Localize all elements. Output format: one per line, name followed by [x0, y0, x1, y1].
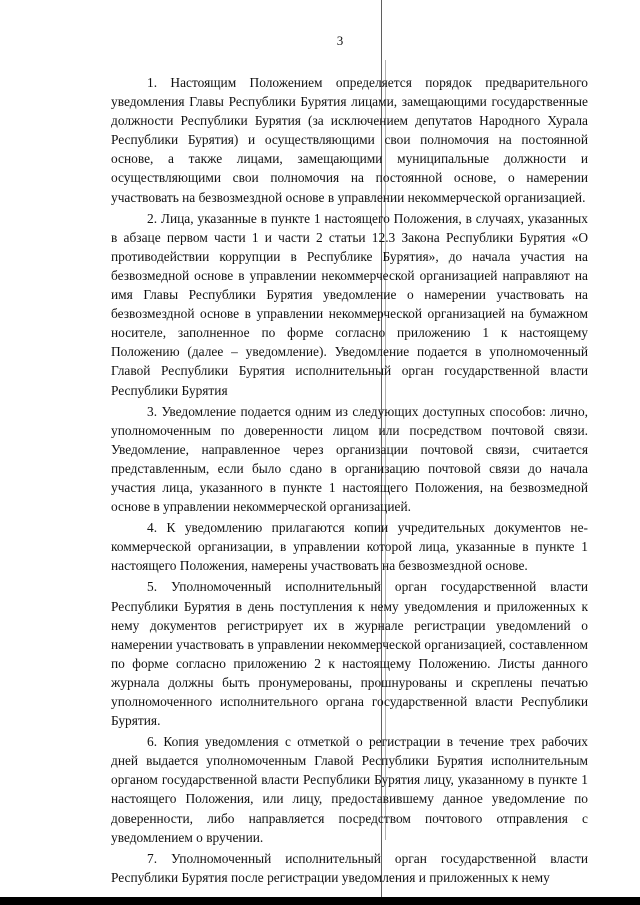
paragraph-3: 3. Уведомление подается одним из следующих доступных способов: лично, уполномоченным по доверенности лицом или посредством почтовой связи. Уведомление, направленное через организации почтовой связи, считается представленным, если было сдано в организацию почтовой связи до начала участия лица, указанного в пункте 1 настоящего Положения, на безвозмедной основе в управлении некоммерческой организацией. — [111, 403, 588, 515]
paragraph-2: 2. Лица, указанные в пункте 1 настоящего Положения, в случаях, указанных в абзаце первом части 1 и части 2 статьи 12.3 Закона Республики Бурятия «О противодействии коррупции в Республике Бурятия», до начала участия на безвозмедной основе в управлении некоммерческой организацией направляют на имя Главы Республики Бурятия уведомление о намерении участвовать на безвозмездной основе в управлении некоммерческой организацией на бумажном носителе, заполненное по форме согласно приложению 1 к настоящему Положению (далее – уведомление). Уведомление подается в уполномоченный Главой Республики Бурятия исполнительный орган государственной власти Республики Бурятия — [111, 210, 588, 398]
document-body — [111, 73, 588, 889]
paragraph-4: 4. К уведомлению прилагаются копии учредительных документов некоммерческой организации, в управлении которой лица, указанные в пункте 1 настоящего Положения, намерены участвовать на безвозмездной основе. — [111, 520, 588, 574]
paragraph-6: 6. Копия уведомления с отметкой о регистрации в течение трех рабочих дней выдается уполномоченным Главой Республики Бурятия исполнительным органом государственной власти Республики Бурятия лицу, указанному в пункте 1 настоящего Положения, или лицу, предоставившему данное уведомление по доверенности, либо направляется посредством почтового отправления с уведомлением о вручении. — [111, 734, 588, 845]
paragraph-1: 1. Настоящим Положением определяется порядок предварительного уведомления Главы Республики Бурятия лицами, замещающими государственные должности Республики Бурятия (за исключением депутатов Народного Хурала Республики Бурятия) и осуществляющими свои полномочия на постоянной основе, а также лицами, замещающими муниципальные должности и осуществляющими свои полномочия на постоянной основе, о намерении участвовать на безвозмездной основе в управлении некоммерческой организацией. — [111, 75, 588, 205]
page-number: 3 — [336, 33, 344, 48]
paragraph-7: 7. Уполномоченный исполнительный орган государственной власти Республики Бурятия после регистрации уведомления и приложенных к нему — [111, 850, 588, 885]
paragraph-5: 5. Уполномоченный исполнительный орган государственной власти Республики Бурятия в день поступления к нему уведомления и приложенных к нему документов регистрирует их в журнале регистрации уведомлений о намерении участвовать в управлении некоммерческой организацией, составленном по форме согласно приложению 2 к настоящему Положению. Листы данного журнала должны быть пронумерованы, прошнурованы и скреплены печатью уполномоченного исполнительного органа государственной власти Республики Бурятия. — [111, 579, 588, 729]
scan-bottom-edge — [0, 897, 640, 905]
